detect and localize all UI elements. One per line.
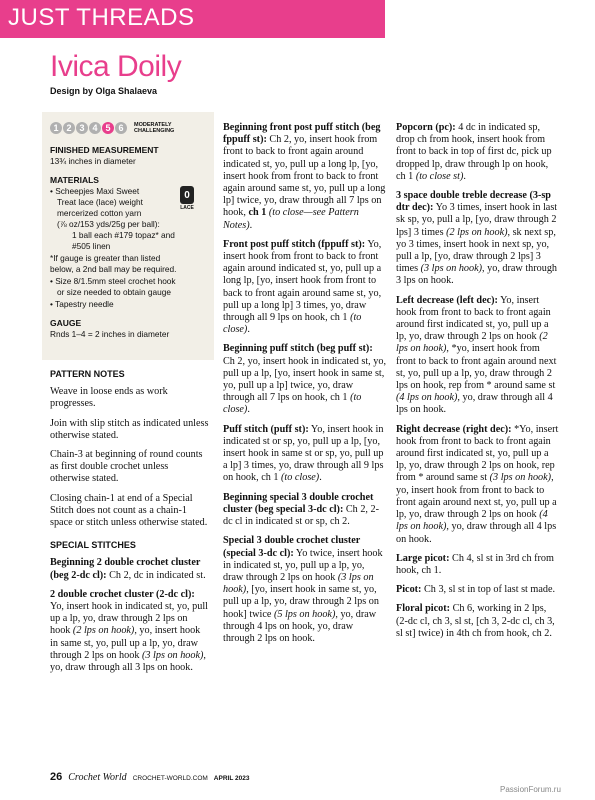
stitch-text: Ch 4, sl st in 3rd ch from hook, ch 1. [396,552,554,576]
skill-dot-5: 5 [102,122,114,134]
stitch-italic: (to close) [281,472,320,484]
stitch-text: , [yo, insert hook in same st, yo, pull up a lp, yo, draw through 2 lps on hook] twice [223,584,379,620]
stitch-name: 3 space double treble decrease (3-sp dtr dec): [396,190,551,214]
stitch-italic: (3 lps on hook) [420,263,483,275]
stitch-definition [396,122,560,183]
stitch-definition [396,603,560,640]
column-3 [396,122,560,647]
yarn-weight-number: 0 [180,186,194,204]
stitch-definition [396,295,560,417]
column-2 [223,122,386,652]
stitch-text: , *yo, insert hook from front to back to front again around next st, yo, pull up a lp, yo, draw through 2 lps on hook, rep from * around same st [396,343,557,392]
stitch-text: , sk next sp, yo 3 times, insert hook in next sp, yo, pull a lp, [yo, draw through 2 lps] 3 times [396,226,556,275]
stitch-text: Ch 6, working in 2 lps, (2-dc cl, ch 3, sl st, [ch 3, 2-dc cl, ch 3, sl st] twice) in 4th ch from hook, ch 2. [396,603,555,639]
stitch-text: *Yo, insert hook from front to back to front again around first indicated st, yo, pull up a lp, yo, draw through 2 lps on hook, rep from * around same st [396,423,559,484]
watermark: PassionForum.ru [500,785,561,794]
skill-level [50,122,174,134]
stitch-definition [50,557,210,581]
stitch-name: 2 double crochet cluster (2-dc cl): [50,588,195,600]
stitch-name: Left decrease (left dec): [396,294,498,306]
stitch-name: Floral picot: [396,603,451,615]
stitch-text: Yo, insert hook in indicated st, yo, pull up a lp, yo, draw through 2 lps on hook [50,601,208,637]
yarn-weight-icon [176,186,198,211]
magazine-url: CROCHET-WORLD.COM [132,775,208,782]
stitch-text: . [463,170,466,182]
stitch-text: , yo, draw through all 4 lps on hook. [396,521,557,545]
stitch-text: . [319,472,322,484]
stitch-text: Ch 2, dc in indicated st. [106,569,206,581]
stitch-text: Ch 2, 2-dc cl in indicated st or sp, ch 2. [223,503,379,528]
pattern-title: Ivica Doily [50,50,182,83]
stitch-italic: (to close) [223,312,362,336]
skill-dot-4: 4 [89,122,101,134]
materials-line: or size needed to obtain gauge [57,287,171,297]
stitch-text: Yo twice, insert hook in indicated st, yo, pull up a lp, yo, draw through 2 lps on hook [223,547,383,583]
pattern-notes-heading: PATTERN NOTES [50,369,125,379]
stitch-text: Yo 3 times, insert hook in last sk sp, yo, pull a lp, [yo, draw through 2 lps] 3 times [396,202,558,238]
stitch-text: Ch 3, sl st in top of last st made. [421,584,556,596]
stitch-name: Beginning special 3 double crochet cluster (beg special 3-dc cl): [223,491,374,515]
stitch-definition [223,424,386,485]
stitch-name: Picot: [396,584,422,596]
materials-line: (⅞ oz/153 yds/25g per ball): [57,219,160,229]
materials-line: mercerized cotton yarn [57,208,142,218]
stitch-definition [223,535,386,645]
stitch-italic: (3 lps on hook) [223,571,374,596]
stitch-definition [223,343,386,416]
materials-heading: MATERIALS [50,175,99,185]
skill-label-line1: MODERATELY [134,122,172,128]
measurement-heading: FINISHED MEASUREMENT [50,145,159,155]
stitch-text: , yo, draw through 3 lps on hook. [396,263,558,287]
stitch-italic: (to close—see Pattern Notes) [223,207,359,231]
stitch-definition [223,492,386,529]
stitch-italic: (5 lps on hook) [273,608,336,620]
pattern-note: Weave in loose ends as work progresses. [50,386,168,410]
stitch-definition [396,424,560,546]
stitch-text: Yo, insert hook in indicated st or sp, yo, pull up a lp, [yo, insert hook in same st or sp, yo, pull up a lp] 3 times, yo, draw through all 9 lps on hook, ch 1 [223,423,384,484]
measurement-value: 13¾ inches in diameter [50,156,136,166]
stitch-definition [396,190,560,288]
stitch-definition [223,122,386,232]
stitch-text: 4 dc in indicated sp, drop ch from hook, insert hook from front to back in top of first dc, pick up dropped lp, draw through lp on hook, ch 1 [396,122,552,182]
stitch-italic: (2 lps on hook) [396,331,548,355]
materials-note: *If gauge is greater than listed [50,253,161,263]
stitch-italic: (2 lps on hook) [72,625,135,637]
materials-note: below, a 2nd ball may be required. [50,264,177,274]
section-banner [0,0,385,38]
stitch-text: , yo, draw through all 3 lps on hook. [50,649,206,674]
stitch-bold: ch 1 [248,207,267,219]
skill-dot-3: 3 [76,122,88,134]
magazine-name: Crochet World [68,772,127,783]
issue-date: APRIL 2023 [213,775,250,782]
stitch-name: Beginning 2 double crochet cluster (beg 2-dc cl): [50,557,201,581]
stitch-text: . [247,324,250,336]
stitch-name: Special 3 double crochet cluster (special 3-dc cl): [223,535,361,559]
stitch-text: , yo, draw through all 4 lps on hook. [396,392,553,416]
special-stitches-heading: SPECIAL STITCHES [50,540,136,551]
stitch-name: Beginning front post puff stitch (beg fppuff st): [223,122,381,146]
stitch-name: Large picot: [396,552,450,564]
stitch-definition [223,239,386,337]
stitch-text: , yo, insert hook from front to back to front again around next st, yo, pull up a lp, yo, draw through 2 lps on hook [396,472,557,521]
gauge-value: Rnds 1–4 = 2 inches in diameter [50,329,170,339]
stitch-text: . [247,404,250,416]
stitch-italic: (3 lps on hook) [141,649,204,661]
stitch-italic: (2 lps on hook) [446,226,508,238]
materials-line: 1 ball each #179 topaz* and [72,230,175,240]
materials-line: • Scheepjes Maxi Sweet [50,186,140,196]
page-footer [50,771,249,783]
stitch-italic: (to close st) [415,170,464,182]
stitch-definition [396,553,560,577]
stitch-text: Ch 2, yo, insert hook from front to back to front again around indicated st, yo, pull up a long lp, [yo, insert hook from front to back to front again around same st, yo, pull up a long lp] twice, yo, draw through all 7 lps on hook, [223,134,386,219]
stitch-definition [50,589,210,674]
stitch-italic: (to close) [223,392,362,416]
skill-dot-1: 1 [50,122,62,134]
stitch-name: Beginning puff stitch (beg puff st): [223,343,373,355]
skill-label-line2: CHALLENGING [134,128,175,134]
gauge-heading: GAUGE [50,318,82,328]
pattern-note: Join with slip stitch as indicated unless otherwise stated. [50,417,209,441]
stitch-definition [396,584,560,596]
stitch-italic: (4 lps on hook) [396,509,548,533]
stitch-name: Popcorn (pc): [396,122,456,133]
materials-line: • Tapestry needle [50,299,114,309]
stitch-name: Puff stitch (puff st): [223,423,309,435]
section-label: JUST THREADS [8,4,195,31]
materials-line: Treat lace (lace) weight [57,197,143,207]
stitch-text: Ch 2, yo, insert hook in indicated st, yo, pull up a lp, [yo, insert hook in same st, yo, pull up a lp] twice, yo, draw through all 7 lps on hook, ch 1 [223,355,386,404]
stitch-text: , yo, draw through 4 lps on hook, yo, draw through 2 lps on hook. [223,608,377,644]
stitch-text: , yo, insert hook in same st, yo, pull up a lp, yo, draw through 2 lps on hook [50,625,201,661]
stitch-italic: (3 lps on hook) [489,472,552,484]
yarn-weight-label: LACE [180,205,194,211]
stitch-text: . [249,219,253,231]
stitch-name: Right decrease (right dec): [396,423,512,435]
skill-dot-6: 6 [115,122,127,134]
page-number: 26 [50,771,63,783]
materials-line: #505 linen [72,241,111,251]
stitch-italic: (4 lps on hook) [396,392,458,404]
pattern-note: Chain-3 at beginning of round counts as first double crochet unless otherwise stated. [50,449,203,485]
column-1 [50,368,210,681]
stitch-text: Yo, insert hook from front to back to front again around first indicated st, yo, pull up a lp, yo, draw through 2 lps on hook [396,294,551,343]
designer-credit: Design by Olga Shalaeva [50,86,158,96]
skill-label [134,122,174,134]
pattern-note: Closing chain-1 at end of a Special Stitch does not count as a chain-1 space or stitch unless otherwise stated. [50,492,208,529]
materials-line: • Size 8/1.5mm steel crochet hook [50,276,176,286]
stitch-text: Yo, insert hook from front to back to front again around indicated st, yo, pull up a long lp, [yo, insert hook from front to back to front again around same st, yo, pull up a long lp] 3 times, yo, draw through all 9 lps on hook, ch 1 [223,238,382,324]
skill-dot-2: 2 [63,122,75,134]
stitch-name: Front post puff stitch (fppuff st): [223,238,366,250]
